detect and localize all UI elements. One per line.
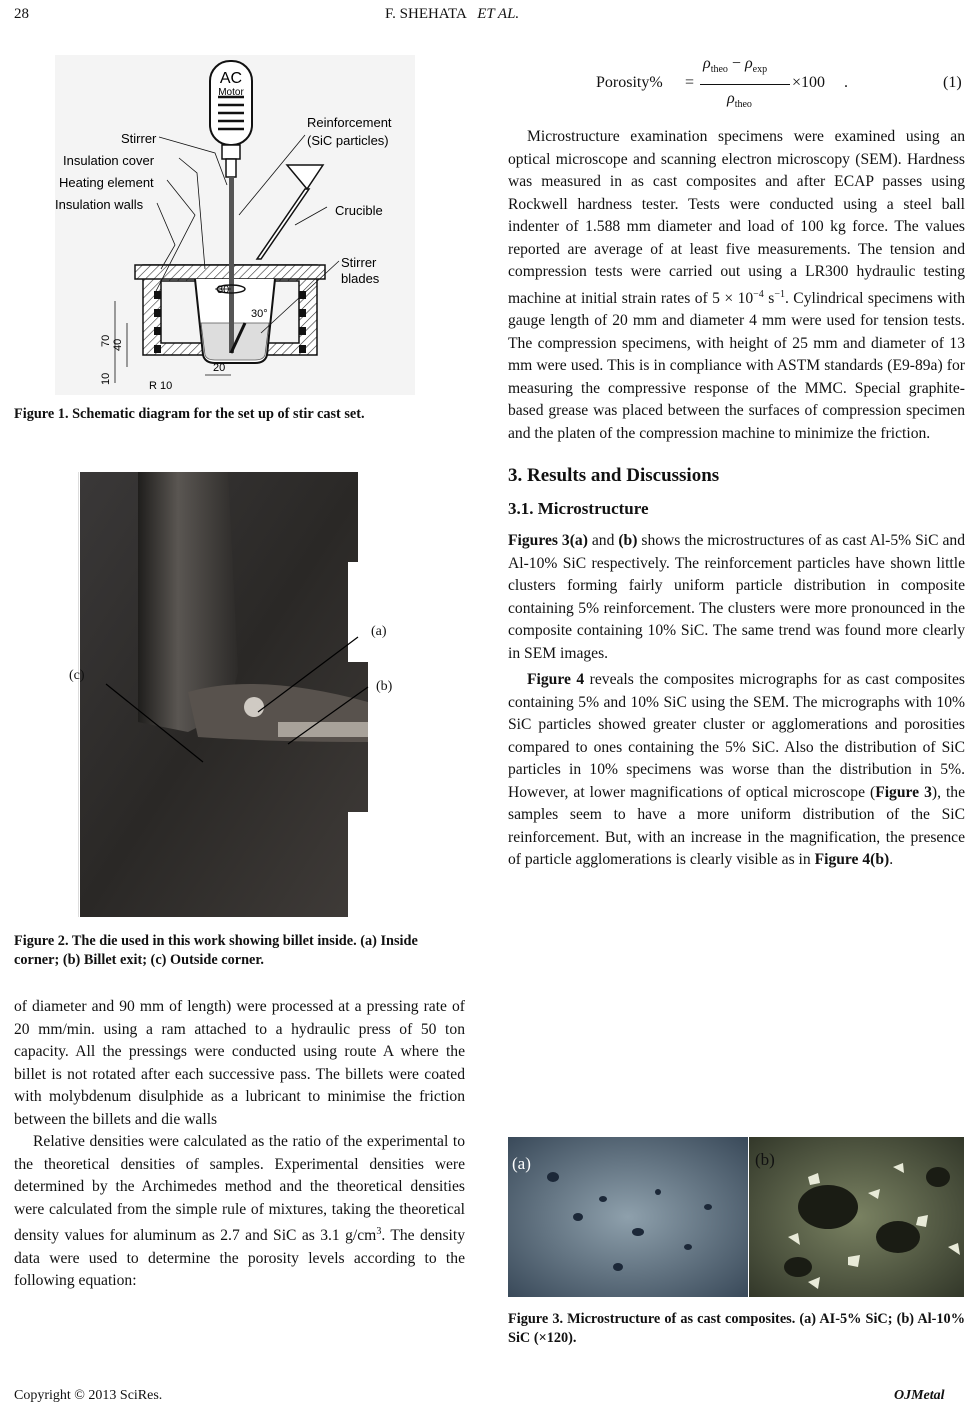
figure2-caption: Figure 2. The die used in this work showing billet inside. (a) Inside corner; (b) Billet exit; (c) Outside corner. [14, 933, 418, 968]
label-stirrer: Stirrer [121, 131, 157, 146]
micrograph-a [508, 1137, 748, 1297]
label-crucible: Crucible [335, 203, 383, 218]
equation-lhs: Porosity% [596, 74, 663, 91]
equation-numerator: $\rho_{theo} - \rho_{exp}$ [703, 55, 768, 76]
label-stirrer-blades-1: Stirrer [341, 255, 377, 270]
dim-r10: R 10 [149, 380, 173, 392]
label-heating-element: Heating element [59, 175, 154, 190]
fig3-label-a: (a) [512, 1154, 531, 1173]
equation-number: (1) [943, 74, 962, 91]
right-para-1: Microstructure examination specimens were examined using an optical microscope and scanning electron microscopy (SEM). Hardness was measured in as cast composites and after ECAP passes using Rockwell hardness tester. Tests were conducted using a steel ball indenter of 1.588 mm diameter and load of 100 kg force. The values reported are average of at least five measurements. The tension and compression tests were carried out using a LR300 hydraulic testing machine at initial strain rates of $5 \times 10^{-4}$ $s^{-1}$. Cylindrical specimens with gauge length of 20 mm and diameter 4 mm were used for tension tests. The compression specimens, with height of 25 mm and diameter of 13 mm were used. This is in compliance with ASTM standards (E9-89a) for measuring the compressive response of the MMC. Special graphite-based grease was placed between the surfaces of compression specimen and the platen of the compression machine to minimize the friction. [508, 128, 966, 442]
label-reinforcement: Reinforcement [307, 115, 392, 130]
motor-label: Motor [218, 87, 244, 98]
label-insulation-cover: Insulation cover [63, 153, 155, 168]
left-para-2: Relative densities were calculated as the ratio of the experimental to the theoretical densities of samples. Experimental densities were determined by the Archimedes method and the theoretical densities were calculated from the simple rule of mixtures, taking the theoretical density values for aluminum as 2.7 and SiC as 3.1 $g/cm^3$. The density data were used to determine the porosity levels according to the following equation: [14, 1133, 466, 1290]
footer-copyright: Copyright © 2013 SciRes. [14, 1388, 163, 1403]
figure1-schematic [55, 55, 415, 395]
dim-angle: 30° [251, 308, 268, 320]
fig2-label-a: (a) [371, 624, 387, 639]
dim-20: 20 [213, 362, 226, 374]
motor-ac-label: AC [219, 70, 243, 87]
right-column-text [508, 126, 965, 872]
subsection-heading: 3.1. Microstructure [508, 498, 649, 518]
left-para-1: of diameter and 90 mm of length) were processed at a pressing rate of 20 mm/min. using a ram attached to a hydraulic press of 50 ton capacity. All the pressings were conducted using route A where the billet is not rotated after each successive pass. The billets were coated with molybdenum disulphide as a lubricant to minimise the friction between the billets and die walls [14, 998, 465, 1128]
left-column-text [14, 996, 465, 1293]
micrograph-b [749, 1137, 964, 1297]
footer-journal: OJMetal [894, 1388, 945, 1403]
equation-times100: ×100 [792, 74, 826, 91]
dim-70: 70 [100, 334, 112, 347]
figure2-die-photo [78, 472, 398, 917]
fig2-label-b: (b) [376, 679, 393, 694]
figure3-micrographs [508, 1137, 964, 1297]
label-insulation-walls: Insulation walls [55, 197, 144, 212]
equation-equals: = [685, 74, 695, 91]
right-para-2: Figures 3(a) and (b) shows the microstructures of as cast Al-5% SiC and Al-10% SiC respectively. The reinforcement particles have shown little clusters forming fairly uniform particle distribution in composite containing 5% reinforcement. The clusters were more pronounced in the composite containing 10% SiC. The same trend was found more clearly in SEM images. [508, 532, 966, 662]
fig3-label-b: (b) [755, 1150, 775, 1169]
dim-10: 10 [100, 372, 112, 385]
fig2-label-c: (c) [69, 668, 85, 683]
figure1-caption: Figure 1. Schematic diagram for the set up of stir cast set. [14, 406, 365, 422]
equation-denominator: $\rho_{theo}$ [727, 90, 752, 111]
right-para-3: Figure 4 reveals the composites micrographs for as cast composites containing 5% and 10% SiC using the SEM. The micrographs with 10% SiC particles showed greater cluster or agglomerations and porosities compared to ones containing the 5% SiC. Also the distribution of SiC particles in 10% specimens was worse than the distribution in 5%. However, at lower magnifications of optical microscope (Figure 3), the samples seem to have a more uniform distribution of the SiC reinforcement. But, with an increase in the magnification, the presence of particle agglomerations is clearly visible as in Figure 4(b). [508, 671, 965, 869]
page-number: 28 [14, 6, 29, 22]
fraction-bar [700, 84, 790, 85]
label-stirrer-blades-2: blades [341, 271, 380, 286]
dim-40: 40 [112, 338, 124, 351]
label-sic-particles: (SiC particles) [307, 133, 389, 148]
running-title: F. SHEHATA ET AL. [385, 6, 520, 22]
equation-period: . [844, 74, 848, 91]
figure3-caption: Figure 3. Microstructure of as cast composites. (a) AI-5% SiC; (b) Al-10% SiC (×120). [508, 1311, 965, 1346]
section-heading: 3. Results and Discussions [508, 465, 720, 487]
dim-30: 30 [217, 284, 230, 296]
